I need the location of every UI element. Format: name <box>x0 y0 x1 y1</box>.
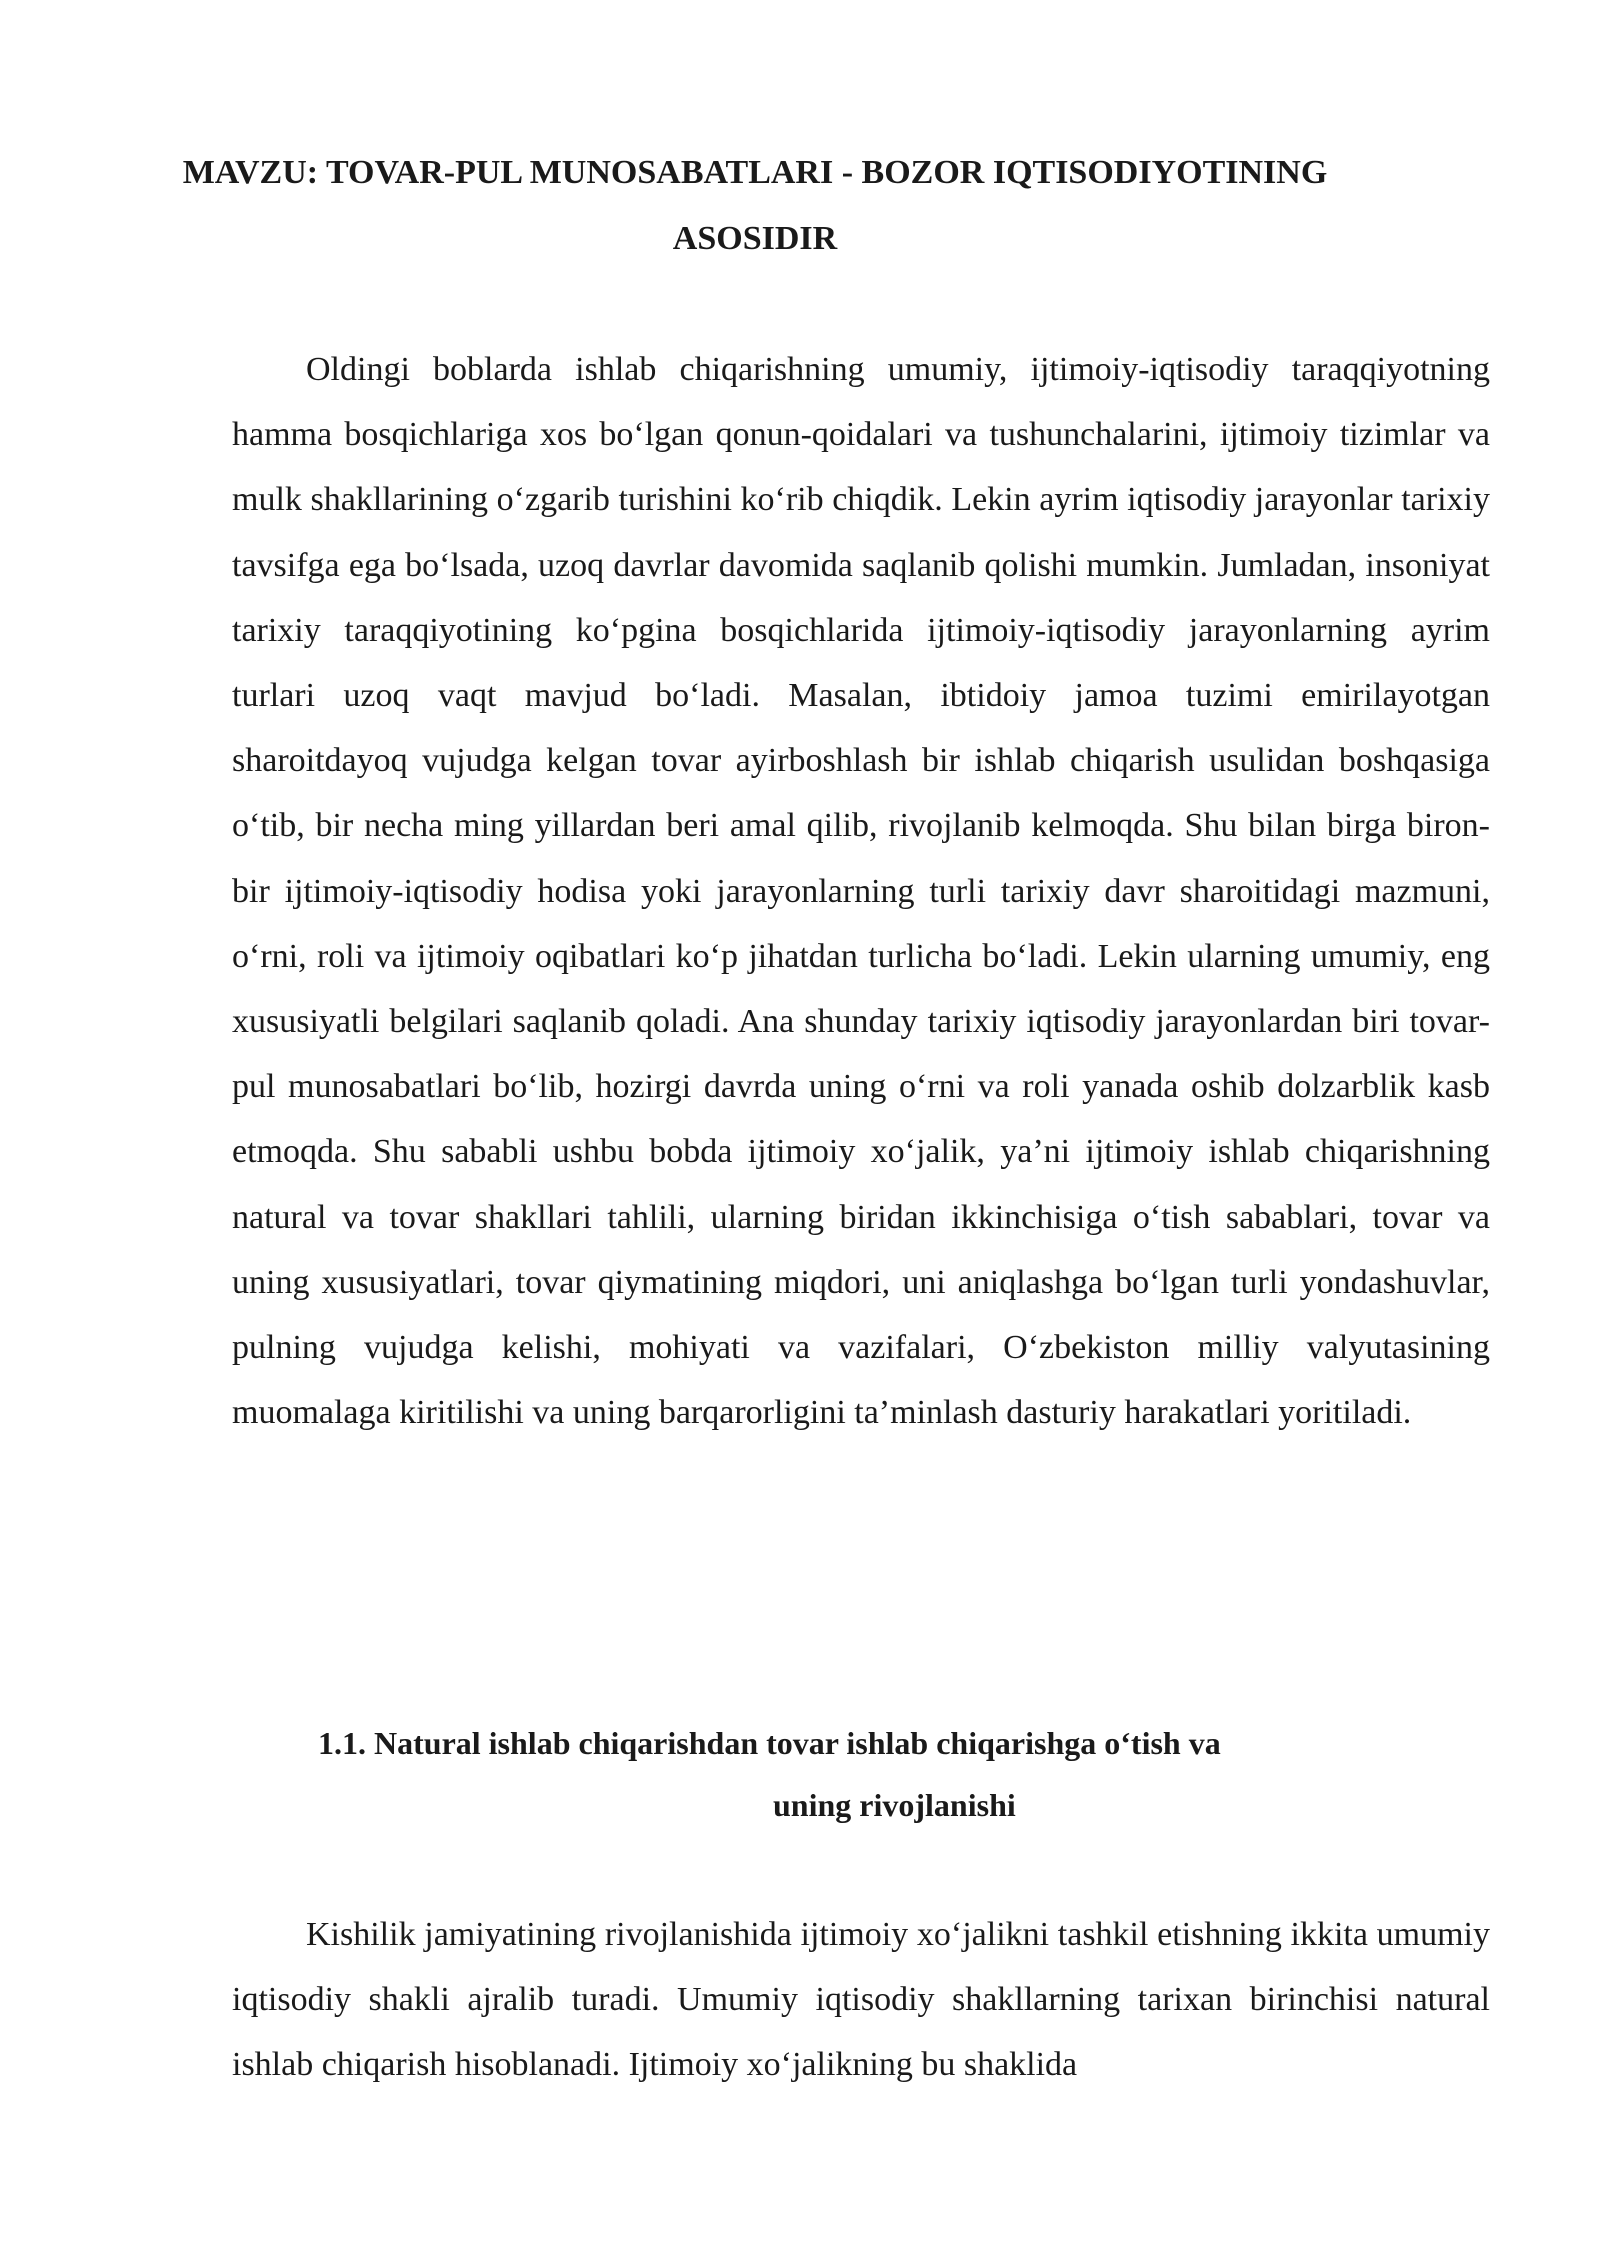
section-paragraph: Kishilik jamiyatining rivojlanishida ijtimoiy xo‘jalikni tashkil etishning ikkita umumiy iqtisodiy shakli ajralib turadi. Umumiy iqtisodiy shakllarning tarixan birinchisi natural ishlab chiqarish hisoblanadi. Ijtimoiy xo‘jalikning bu shaklida <box>232 1916 1490 2084</box>
section-heading <box>318 1712 1318 1836</box>
section-heading-line-2: uning rivojlanishi <box>773 1787 1016 1823</box>
intro-paragraph: Oldingi boblarda ishlab chiqarishning umumiy, ijtimoiy-iqtisodiy taraqqiyotning hamma bosqichlariga xos bo‘lgan qonun-qoidalari va tushunchalarini, ijtimoiy tizimlar va mulk shakllarining o‘zgarib turishini ko‘rib chiqdik. Lekin ayrim iqtisodiy jarayonlar tarixiy tavsifga ega bo‘lsada, uzoq davrlar davomida saqlanib qolishi mumkin. Jumladan, insoniyat tarixiy taraqqiyotining ko‘pgina bosqichlarida ijtimoiy-iqtisodiy jarayonlarning ayrim turlari uzoq vaqt mavjud bo‘ladi. Masalan, ibtidoiy jamoa tuzimi emirilayotgan sharoitdayoq vujudga kelgan tovar ayirboshlash bir ishlab chiqarish usulidan boshqasiga o‘tib, bir necha ming yillardan beri amal qilib, rivojlanib kelmoqda. Shu bilan birga biron-bir ijtimoiy-iqtisodiy hodisa yoki jarayonlarning turli tarixiy davr sharoitidagi mazmuni, o‘rni, roli va ijtimoiy oqibatlari ko‘p jihatdan turlicha bo‘ladi. Lekin ularning umumiy, eng xususiyatli belgilari saqlanib qoladi. Ana shunday tarixiy iqtisodiy jarayonlardan biri tovar-pul munosabatlari bo‘lib, hozirgi davrda uning o‘rni va roli yanada oshib dolzarblik kasb etmoqda. Shu sababli ushbu bobda ijtimoiy xo‘jalik, ya’ni ijtimoiy ishlab chiqarishning natural va tovar shakllari tahlili, ularning biridan ikkinchisiga o‘tish sabablari, tovar va uning xususiyatlari, tovar qiymatining miqdori, uni aniqlashga bo‘lgan turli yondashuvlar, pulning vujudga kelishi, mohiyati va vazifalari, O‘zbekiston milliy valyutasining muomalaga kiritilishi va uning barqarorligini ta’minlash dasturiy harakatlari yoritiladi. <box>232 351 1490 1432</box>
document-title: MAVZU: TOVAR-PUL MUNOSABATLARI - BOZOR IQTISODIYOTINING ASOSIDIR <box>182 154 1328 257</box>
section-heading-line-1: 1.1. Natural ishlab chiqarishdan tovar ishlab chiqarishga o‘tish va <box>318 1725 1221 1761</box>
